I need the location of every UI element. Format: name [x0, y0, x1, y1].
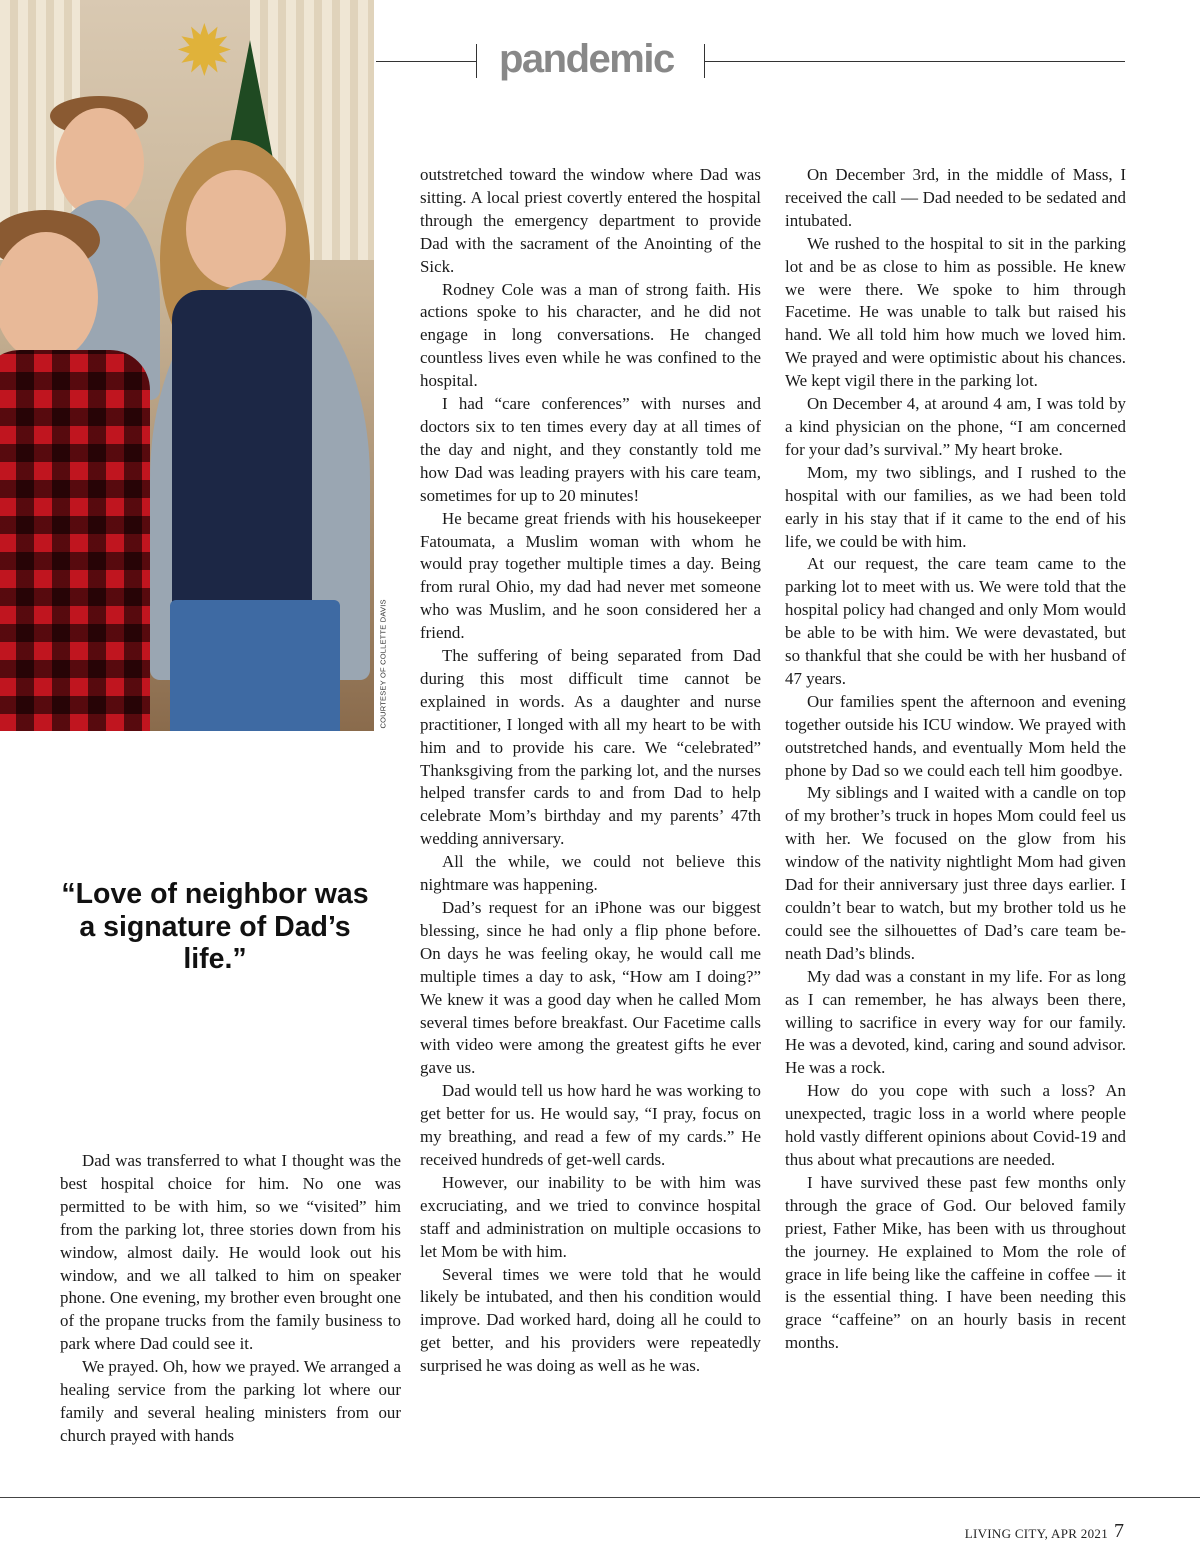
paragraph: Dad’s request for an iPhone was our biggest blessing, since he had only a flip phone before. On days he was feeling okay, he would call me multiple times a day to ask, “How am I doing?” We knew it was a good day when he called Mom several times before breakfast. Our Facetime calls with video were among the greatest gifts he ever gave us. — [420, 898, 761, 1078]
paragraph: How do you cope with such a loss? An unexpected, tragic loss in a world where people hold vastly different opinions about Covid-19 and thus about what precautions are needed. — [785, 1081, 1126, 1169]
paragraph: I had “care conferences” with nurses and doctors six to ten times every day at all times of the day and night, and they constantly told me how Dad was leading prayers with his care team, sometimes for up to 20 minutes! — [420, 394, 761, 505]
photo-credit — [377, 599, 388, 732]
younger-boy-plaid-shirt — [0, 350, 150, 731]
article-column-1 — [60, 1150, 401, 1448]
article-column-3 — [785, 164, 1126, 1355]
paragraph: I have survived these past few months only through the grace of God. Our beloved family priest, Father Mike, has been with us throughout the journey. He explained to Mom the role of grace in life being like the caffeine in coffee — it is the essential thing. I have been needing this grace “caffeine” on an hourly basis in recent months. — [785, 1172, 1126, 1353]
paragraph: All the while, we could not believe this nightmare was happening. — [420, 852, 761, 895]
section-label: pandemic — [499, 37, 674, 81]
paragraph: Mom, my two siblings, and I rushed to the hospital with our families, as we had been told early in his stay that if it came to the end of his life, we could be with him. — [785, 462, 1126, 551]
pull-quote: “Love of neighbor was a signature of Dad’s life.” — [61, 878, 369, 975]
footer-rule — [0, 1497, 1200, 1498]
header-rule-left — [376, 61, 476, 62]
header-rule-right — [704, 61, 1125, 62]
paragraph: On December 4, at around 4 am, I was told by a kind physician on the phone, “I am concerned for your dad’s survival.” My heart broke. — [785, 394, 1126, 459]
paragraph: The suffering of being separated from Dad during this most difficult time cannot be explained in words. As a daughter and nurse practitioner, I longed with all my heart to be with him and to provide his care. We “celebrated” Thanksgiving from the parking lot, and the nurses helped transfer cards to and from Dad to help celebrate Mom’s birthday and my parents’ 47th wedding anniversary. — [420, 646, 761, 849]
paragraph: At our request, the care team came to the parking lot to meet with us. We were told that the hospital policy had changed and only Mom would be able to be with him. We were devastated, but so thankful that she could be with her husband of 47 years. — [785, 554, 1126, 688]
tree-star-icon: ✹ — [175, 14, 234, 91]
paragraph: On December 3rd, in the middle of Mass, I received the call — Dad needed to be sedated and intubated. — [785, 165, 1126, 230]
paragraph: Dad was transferred to what I thought was the best hospital choice for him. No one was permitted to be with him, so we “visited” him from the parking lot, three stories down from his window, almost daily. He would look out his window, and we all talked to him on speaker phone. One evening, my brother even brought one of the propane trucks from the family business to park where Dad could see it. — [60, 1151, 401, 1354]
paragraph: Our families spent the afternoon and evening together outside his ICU window. We prayed with outstretched hands, and eventually Mom held the phone by Dad so we could each tell him goodbye. — [785, 691, 1126, 780]
paragraph: My siblings and I waited with a candle on top of my brother’s truck in hopes Mom could feel us with her. We focused on the glow from his window of the nativity nightlight Mom had given Dad for their anniversary just three days earlier. I couldn’t bear to watch, but my brother told us he could see the silhouettes of Dad’s care team beneath Dad’s blinds. — [785, 783, 1126, 963]
paragraph: Dad would tell us how hard he was working to get better for us. He would say, “I pray, focus on my breathing, and read a few of my cards.” He received hundreds of get-well cards. — [420, 1081, 761, 1169]
paragraph: My dad was a constant in my life. For as long as I can remember, he has always been there, willing to sacrifice in every way for our family. He was a devoted, kind, caring and sound advisor. He was a rock. — [785, 966, 1126, 1078]
paragraph: Several times we were told that he would likely be intubated, and then his condition would improve. Dad worked hard, doing all he could to get better, and his providers were repeatedly surprised he was doing as well as he was. — [420, 1264, 761, 1376]
page-number: 7 — [1114, 1520, 1124, 1542]
girl-face — [186, 170, 286, 288]
publication-folio: LIVING CITY, APR 2021 — [964, 1526, 1108, 1541]
girl-vest — [172, 290, 312, 650]
paragraph: outstretched toward the window where Dad was sitting. A local priest covertly entered the hospital through the emergency department to provide Dad with the sacrament of the Anointing of the Sick. — [420, 165, 761, 276]
paragraph: Rodney Cole was a man of strong faith. His actions spoke to his character, and he did not engage in long conversations. He changed countless lives even while he was confined to the hospital. — [420, 279, 761, 391]
girl-jeans — [170, 600, 340, 731]
family-photo — [0, 0, 374, 731]
header-tick-left — [476, 44, 477, 78]
paragraph: He became great friends with his housekeeper Fatoumata, a Muslim woman with whom he would pray together multiple times a day. Being from rural Ohio, my dad had never met someone who was Muslim, and he soon considered her a friend. — [420, 508, 761, 643]
paragraph: However, our inability to be with him was excruciating, and we tried to convince hospital staff and administration on multiple occasions to let Mom be with him. — [420, 1172, 761, 1261]
article-column-2 — [420, 164, 761, 1378]
paragraph: We prayed. Oh, how we prayed. We arranged a healing service from the parking lot where our family and several healing ministers from our church prayed with hands — [60, 1357, 401, 1445]
paragraph: We rushed to the hospital to sit in the parking lot and be as close to him as possible. He knew we were there. We spoke to him through Facetime. He was unable to talk but raised his hand. We all told him how much we loved him. We prayed and were optimistic about his chances. We kept vigil there in the parking lot. — [785, 233, 1126, 391]
photo-credit-text: COURTESEY OF COLLETTE DAVIS — [378, 599, 388, 729]
